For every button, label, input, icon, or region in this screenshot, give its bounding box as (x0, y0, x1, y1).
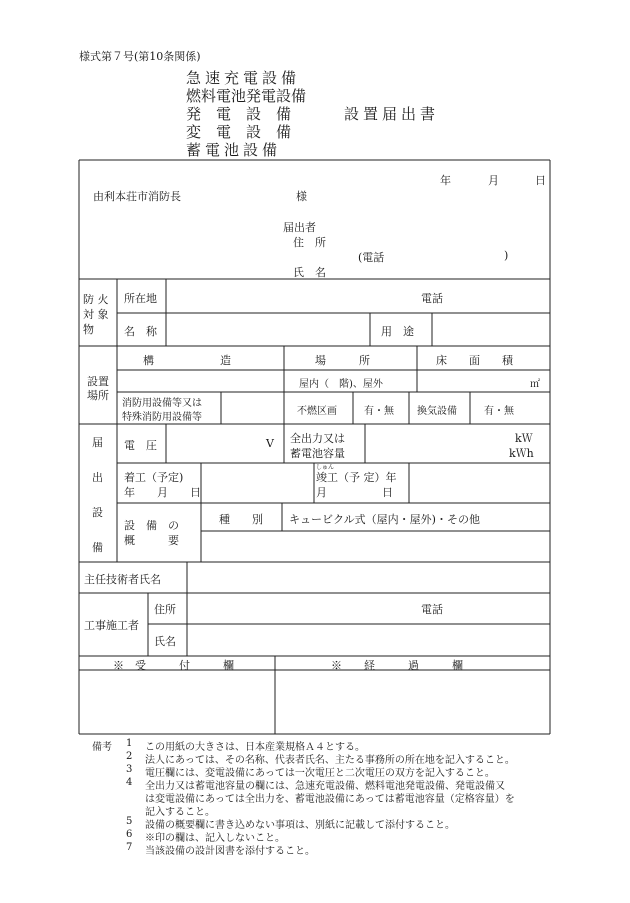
title-line-3: 発 電 設 備 (186, 105, 292, 123)
title-suffix: 設置届出書 (344, 105, 440, 123)
note-text: 法人にあっては、その名称、代表者氏名、主たる事務所の所在地を記入すること。 (145, 755, 515, 766)
note-number: 3 (126, 764, 133, 775)
form-number: 様式第７号(第10条関係) (79, 50, 201, 63)
note-text: 設備の概要欄に書き込めない事項は、別紙に記載して添付すること。 (145, 820, 455, 831)
fire-target-label-3: 物 (83, 323, 94, 336)
note-text: ※印の欄は、記入しないこと。 (145, 833, 285, 844)
title-line-5: 蓄電池設備 (186, 141, 282, 159)
location-label: 所在地 (124, 292, 157, 305)
name-label: 氏 名 (293, 266, 326, 279)
date-month: 月 (488, 174, 499, 187)
overview-label-2: 概 要 (124, 534, 179, 547)
engineer-label: 主任技術者氏名 (84, 573, 161, 586)
total-output-label-1: 全出力又は (290, 432, 345, 445)
fire-target-label-1: 防 火 (83, 293, 109, 306)
phone-close: ) (504, 249, 509, 262)
facility-name-label: 名 称 (124, 325, 157, 338)
note-text: この用紙の大きさは、日本産業規格Ａ４とする。 (145, 742, 365, 753)
voltage-label: 電 圧 (124, 439, 157, 452)
note-text: 記入すること。 (145, 807, 215, 818)
title-line-2: 燃料電池発電設備 (186, 87, 307, 105)
start-date: 年 月 日 (124, 486, 201, 499)
contractor-label: 工事施工者 (84, 619, 139, 632)
note-text: は変電設備にあっては全出力を、蓄電池設備にあっては蓄電池容量（定格容量）を (145, 794, 515, 805)
install-label-1: 設置 (87, 375, 109, 388)
equip-label-1: 届 (92, 436, 103, 449)
volt-unit: V (266, 437, 274, 450)
note-number: 4 (126, 777, 133, 788)
addressee: 由利本荘市消防長 (93, 190, 181, 203)
completion-label: 竣工（予 定）年 (316, 471, 397, 484)
usage-label: 用 途 (381, 325, 414, 338)
completion-ruby: しゅん (316, 464, 335, 471)
note-number: 6 (126, 829, 133, 840)
note-text: 全出力又は蓄電池容量の欄には、急速充電設備、燃料電池発電設備、発電設備又 (145, 781, 505, 792)
notes-label: 備考 (92, 742, 112, 753)
completion-date: 月 日 (316, 486, 393, 499)
floor-area-header: 床 面 積 (436, 354, 513, 367)
indoor-outdoor: 屋内（ 階)、屋外 (299, 379, 383, 390)
nonflammable-yes-no: 有・無 (364, 406, 394, 417)
area-unit: ㎡ (530, 379, 540, 390)
equip-label-4: 備 (92, 541, 103, 554)
note-number: 5 (126, 816, 133, 827)
ventilation-yes-no: 有・無 (484, 406, 514, 417)
phone-label: (電話 (358, 251, 385, 264)
location-phone-label: 電話 (421, 292, 443, 305)
note-number: 7 (126, 842, 133, 853)
fire-target-label-2: 対 象 (83, 308, 109, 321)
nonflammable-label: 不燃区画 (297, 406, 337, 417)
note-text: 当該設備の設計図書を添付すること。 (145, 846, 315, 857)
date-year: 年 (440, 174, 451, 187)
sama: 様 (296, 190, 307, 203)
structure-header: 構 造 (143, 354, 231, 367)
contractor-name-label: 氏名 (154, 635, 176, 648)
note-number: 2 (126, 751, 133, 762)
type-value: キュービクル式（屋内・屋外)・その他 (289, 513, 480, 526)
contractor-phone-label: 電話 (421, 603, 443, 616)
fire-equip-label-2: 特殊消防用設備等 (122, 412, 202, 423)
install-label-2: 場所 (87, 389, 109, 402)
date-day: 日 (535, 174, 546, 187)
contractor-address-label: 住所 (154, 603, 176, 616)
title-line-4: 変 電 設 備 (186, 123, 292, 141)
equip-label-3: 設 (92, 506, 103, 519)
reception-header: ※ 受 付 欄 (113, 659, 234, 672)
equip-label-2: 出 (92, 471, 103, 484)
note-number: 1 (126, 738, 133, 749)
note-text: 電圧欄には、変電設備にあっては一次電圧と二次電圧の双方を記入すること。 (145, 768, 495, 779)
overview-label-1: 設 備 の (124, 519, 179, 532)
total-output-label-2: 蓄電池容量 (290, 447, 345, 460)
applicant-label: 届出者 (283, 221, 316, 234)
kwh-unit: kＷh (509, 447, 534, 460)
start-label: 着工（予定) (124, 471, 184, 484)
place-header: 場 所 (315, 354, 370, 367)
title-line-1: 急速充電設備 (186, 69, 301, 87)
ventilation-label: 換気設備 (417, 406, 457, 417)
kw-unit: kＷ (515, 432, 533, 445)
address-label: 住 所 (293, 236, 326, 249)
progress-header: ※ 経 過 欄 (331, 659, 463, 672)
fire-equip-label-1: 消防用設備等又は (122, 398, 202, 409)
type-label: 種 別 (219, 513, 263, 526)
